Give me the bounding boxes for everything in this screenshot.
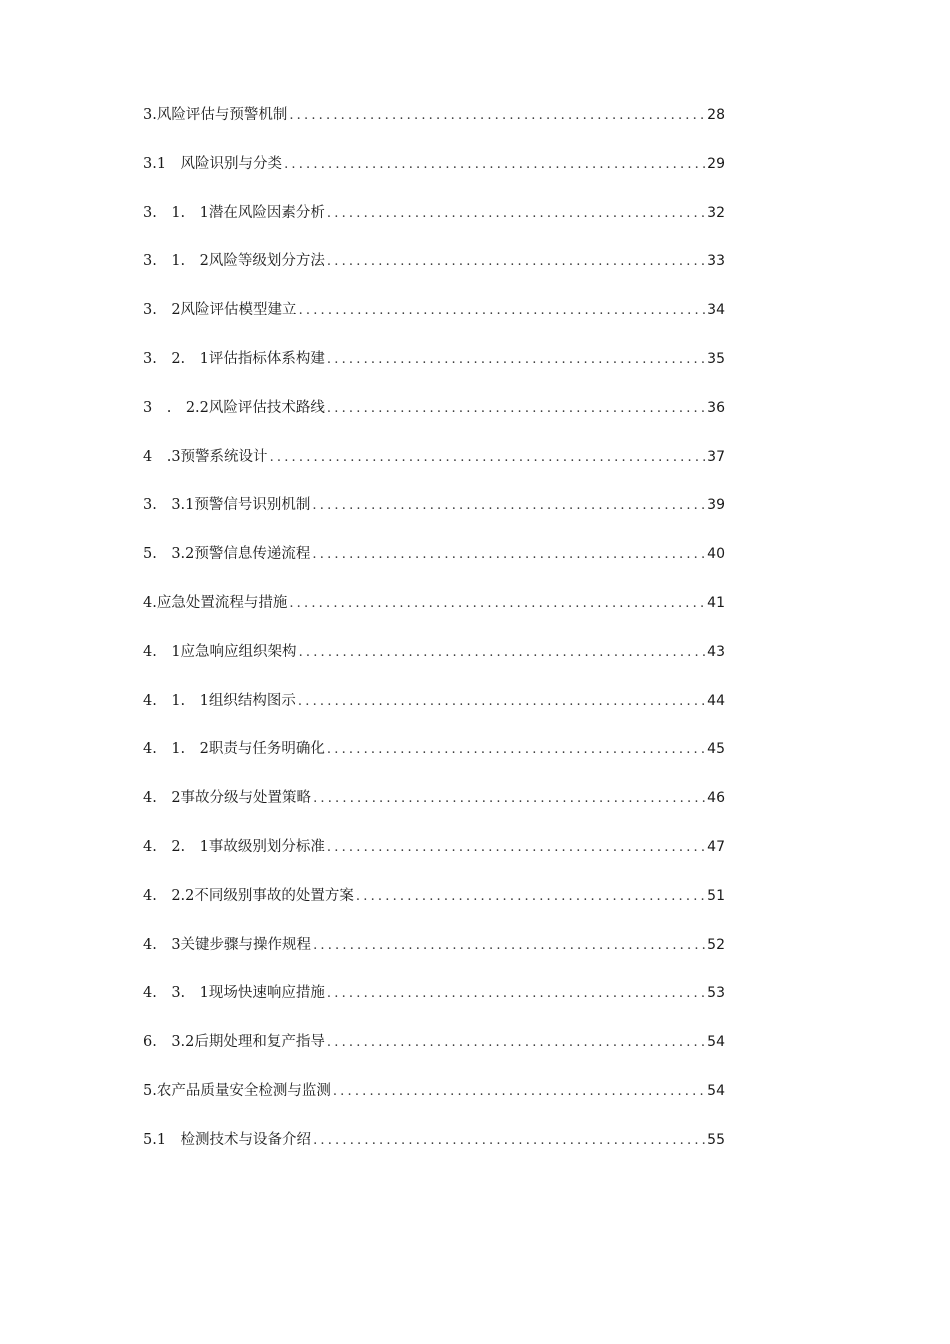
- dot-leader: [327, 397, 705, 421]
- toc-entry-page: 39: [707, 497, 725, 514]
- dot-leader: [356, 885, 705, 909]
- dot-leader: [327, 250, 705, 274]
- toc-entry[interactable]: [143, 396, 725, 445]
- dot-leader: [289, 104, 705, 128]
- toc-entry-label: 6. 3.2后期处理和复产指导: [143, 1034, 325, 1051]
- toc-entry[interactable]: [143, 933, 725, 982]
- toc-entry-label: 5.1 检测技术与设备介绍: [143, 1131, 312, 1148]
- toc-entry[interactable]: [143, 1030, 725, 1079]
- toc-entry-label: 3.风险评估与预警机制: [143, 107, 288, 123]
- toc-entry[interactable]: [143, 493, 725, 542]
- dot-leader: [270, 446, 706, 470]
- toc-entry-page: 34: [707, 302, 725, 319]
- toc-entry-label: 3. 1. 1潜在风险因素分析: [143, 204, 325, 221]
- toc-entry[interactable]: [143, 1128, 725, 1177]
- toc-entry[interactable]: [143, 591, 725, 640]
- toc-entry-label: 3 . 2.2风险评估技术路线: [143, 399, 325, 416]
- toc-entry-page: 35: [707, 350, 725, 367]
- dot-leader: [298, 690, 705, 714]
- toc-entry-label: 4. 3关键步骤与操作规程: [143, 936, 312, 953]
- toc-entry[interactable]: [143, 1079, 725, 1128]
- toc-entry[interactable]: [143, 689, 725, 738]
- toc-entry-page: 46: [707, 790, 725, 807]
- toc-entry-label: 4 .3预警系统设计: [143, 448, 268, 465]
- toc-entry-page: 32: [707, 204, 725, 221]
- toc-entry-page: 52: [707, 936, 725, 953]
- toc-entry[interactable]: [143, 103, 725, 152]
- dot-leader: [313, 787, 705, 811]
- toc-entry-page: 29: [707, 155, 725, 172]
- dot-leader: [299, 641, 706, 665]
- toc-entry-page: 41: [707, 594, 725, 611]
- table-of-contents: [143, 103, 725, 1177]
- toc-entry-label: 5. 3.2预警信息传递流程: [143, 546, 311, 563]
- toc-entry-label: 4. 2. 1事故级别划分标准: [143, 838, 325, 855]
- toc-entry-page: 37: [707, 448, 725, 465]
- toc-entry-label: 4. 1. 1组织结构图示: [143, 692, 296, 709]
- toc-entry[interactable]: [143, 201, 725, 250]
- dot-leader: [313, 1129, 705, 1153]
- toc-entry[interactable]: [143, 640, 725, 689]
- dot-leader: [327, 348, 705, 372]
- toc-entry[interactable]: [143, 542, 725, 591]
- toc-entry-label: 5.农产品质量安全检测与监测: [143, 1082, 331, 1099]
- toc-entry-label: 4. 2.2不同级别事故的处置方案: [143, 887, 354, 904]
- toc-entry-page: 54: [707, 1034, 725, 1051]
- toc-entry-label: 3. 2. 1评估指标体系构建: [143, 350, 325, 367]
- toc-entry-page: 53: [707, 985, 725, 1002]
- dot-leader: [284, 153, 705, 177]
- toc-entry-label: 4. 1应急响应组织架构: [143, 643, 297, 660]
- toc-entry[interactable]: [143, 786, 725, 835]
- toc-entry[interactable]: [143, 737, 725, 786]
- toc-entry-page: 44: [707, 692, 725, 709]
- toc-entry-label: 3. 3.1预警信号识别机制: [143, 497, 311, 514]
- dot-leader: [327, 982, 705, 1006]
- toc-entry[interactable]: [143, 347, 725, 396]
- toc-entry-page: 55: [707, 1131, 725, 1148]
- toc-entry-label: 3.1 风险识别与分类: [143, 155, 283, 172]
- toc-entry[interactable]: [143, 298, 725, 347]
- dot-leader: [327, 836, 705, 860]
- dot-leader: [327, 202, 705, 226]
- dot-leader: [327, 738, 705, 762]
- dot-leader: [289, 592, 705, 616]
- toc-entry-page: 36: [707, 399, 725, 416]
- toc-entry[interactable]: [143, 152, 725, 201]
- toc-entry-page: 51: [707, 887, 725, 904]
- toc-entry[interactable]: [143, 835, 725, 884]
- toc-entry-label: 4.应急处置流程与措施: [143, 594, 288, 611]
- toc-entry-label: 3. 1. 2风险等级划分方法: [143, 253, 325, 270]
- toc-entry-label: 4. 2事故分级与处置策略: [143, 790, 312, 807]
- toc-entry-label: 3. 2风险评估模型建立: [143, 302, 297, 319]
- toc-entry-page: 28: [707, 107, 725, 123]
- toc-entry-page: 43: [707, 643, 725, 660]
- toc-entry-page: 54: [707, 1082, 725, 1099]
- toc-entry[interactable]: [143, 445, 725, 494]
- dot-leader: [299, 299, 706, 323]
- toc-entry-page: 33: [707, 253, 725, 270]
- dot-leader: [312, 494, 705, 518]
- toc-entry[interactable]: [143, 884, 725, 933]
- dot-leader: [313, 934, 705, 958]
- toc-entry-label: 4. 3. 1现场快速响应措施: [143, 985, 325, 1002]
- toc-entry[interactable]: [143, 981, 725, 1030]
- dot-leader: [312, 543, 705, 567]
- dot-leader: [327, 1031, 705, 1055]
- toc-entry-page: 45: [707, 741, 725, 758]
- toc-entry-page: 40: [707, 546, 725, 563]
- dot-leader: [333, 1080, 705, 1104]
- toc-entry-page: 47: [707, 838, 725, 855]
- toc-entry-label: 4. 1. 2职责与任务明确化: [143, 741, 325, 758]
- toc-entry[interactable]: [143, 249, 725, 298]
